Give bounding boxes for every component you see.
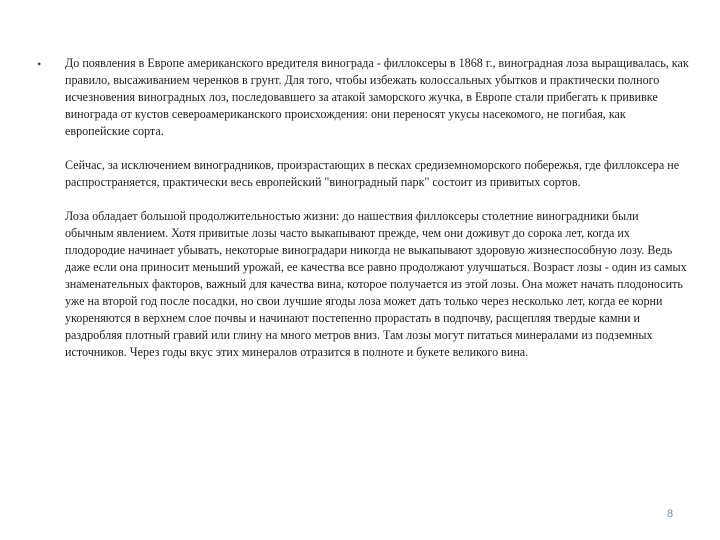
page-number: 8 — [667, 508, 674, 520]
paragraph-vine-longevity: Лоза обладает большой продолжительностью жизни: до нашествия филлоксеры столетние виноградники были обычным явлением. Хотя привитые лозы часто выкапывают прежде, чем они доживут до сорока лет, когда их плодородие начинает убывать, некоторые виноградари никогда не выкапывают здоровую жизнеспособную лозу. Ведь даже если она приносит меньший урожай, ее качества все равно продолжают улучшаться. Возраст лозы - один из самых знаменательных факторов, важный для качества вина, которое получается из этой лозы. Она может начать плодоносить уже на второй год после посадки, но свои лучшие ягоды лоза может дать только через несколько лет, когда ее корни укореняются в верхнем слое почвы и начинают постепенно прорастать в подпочву, расщепляя твердые камни и раздробляя плотный гравий или глину на много метров вниз. Там лозы могут питаться минералами из подземных источников. Через годы вкус этих минералов отразится в полноте и букете великого вина. — [65, 209, 687, 359]
paragraph-phylloxera-history: До появления в Европе американского вредителя винограда - филлоксеры в 1868 г., виноградная лоза выращивалась, как правило, высаживанием черенков в грунт. Для того, чтобы избежать колоссальных убытков и практически полного исчезновения виноградных лоз, последовавшего за атакой заморского жучка, в Европе стали прибегать к прививке винограда от кустов североамериканского происхождения: они переносят укусы насекомого, не погибая, как европейские сорта. — [65, 56, 689, 138]
slide-text-body — [65, 55, 690, 378]
bullet-marker: • — [37, 57, 42, 71]
paragraph-grafted-vineyards: Сейчас, за исключением виноградников, произрастающих в песках средиземноморского побережья, где филлоксера не распространяется, практически весь европейский "виноградный парк" состоит из привитых сортов. — [65, 158, 680, 189]
